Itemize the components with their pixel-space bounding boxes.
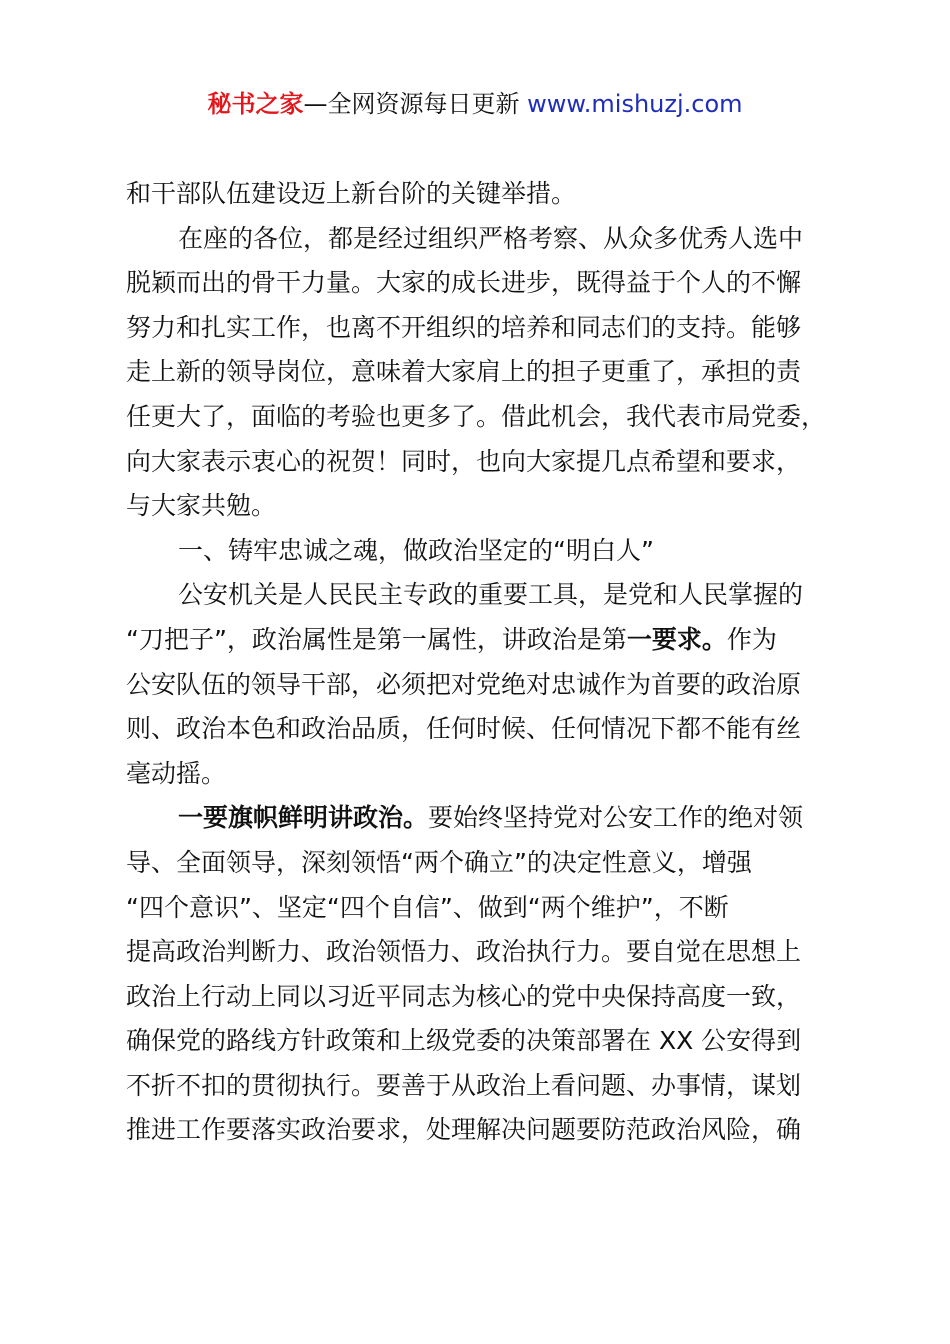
bold-lead-heading: 一要旗帜鲜明讲政治。 — [178, 803, 429, 833]
paragraph-start-line: 在座的各位，都是经过组织严格考察、从众多优秀人选中 — [178, 223, 804, 253]
text-line: 政治上行动上同以习近平同志为核心的党中央保持高度一致， — [126, 981, 802, 1011]
text-line: 导、全面领导，深刻领悟“两个确立”的决定性意义，增强 — [126, 847, 752, 877]
text-line: 与大家共勉。 — [126, 491, 277, 521]
section-heading: 一、铸牢忠诚之魂，做政治坚定的“明白人” — [178, 535, 654, 565]
text-line: 走上新的领导岗位，意味着大家肩上的担子更重了，承担的责 — [126, 357, 802, 387]
site-url-link[interactable]: www.mishuzj.com — [527, 90, 743, 118]
document-body — [126, 172, 838, 1153]
bold-phrase: 一要求。 — [626, 624, 727, 654]
text-line: 确保党的路线方针政策和上级党委的决策部署在 XX 公安得到 — [126, 1026, 802, 1056]
text-line: 努力和扎实工作，也离不开组织的培养和同志们的支持。能够 — [126, 312, 802, 342]
brand-name: 秘书之家 — [207, 90, 304, 118]
paragraph-start-line — [126, 796, 838, 841]
header-tagline: —全网资源每日更新 — [303, 90, 520, 118]
text-segment: 作为 — [726, 624, 777, 654]
text-line: 毫动摇。 — [126, 758, 227, 788]
site-header — [0, 86, 950, 122]
text-line: 脱颖而出的骨干力量。大家的成长进步，既得益于个人的不懈 — [126, 268, 802, 298]
paragraph-start-line: 公安机关是人民民主专政的重要工具，是党和人民掌握的 — [178, 580, 804, 610]
text-line: 不折不扣的贯彻执行。要善于从政治上看问题、办事情，谋划 — [126, 1070, 802, 1100]
text-line — [126, 618, 838, 663]
text-line: “四个意识”、坚定“四个自信”、做到“两个维护”，不断 — [126, 892, 729, 922]
text-line: 提高政治判断力、政治领悟力、政治执行力。要自觉在思想上 — [126, 937, 802, 967]
text-line: 推进工作要落实政治要求，处理解决问题要防范政治风险，确 — [126, 1115, 802, 1145]
text-line: 则、政治本色和政治品质，任何时候、任何情况下都不能有丝 — [126, 714, 802, 744]
text-segment: “刀把子”，政治属性是第一属性，讲政治是第 — [126, 624, 627, 654]
text-line: 公安队伍的领导干部，必须把对党绝对忠诚作为首要的政治原 — [126, 669, 802, 699]
text-line: 向大家表示衷心的祝贺！同时，也向大家提几点希望和要求， — [126, 446, 802, 476]
text-segment: 要始终坚持党对公安工作的绝对领 — [428, 803, 804, 833]
text-line: 和干部队伍建设迈上新台阶的关键举措。 — [126, 179, 577, 208]
text-line: 任更大了，面临的考验也更多了。借此机会，我代表市局党委， — [126, 401, 827, 431]
